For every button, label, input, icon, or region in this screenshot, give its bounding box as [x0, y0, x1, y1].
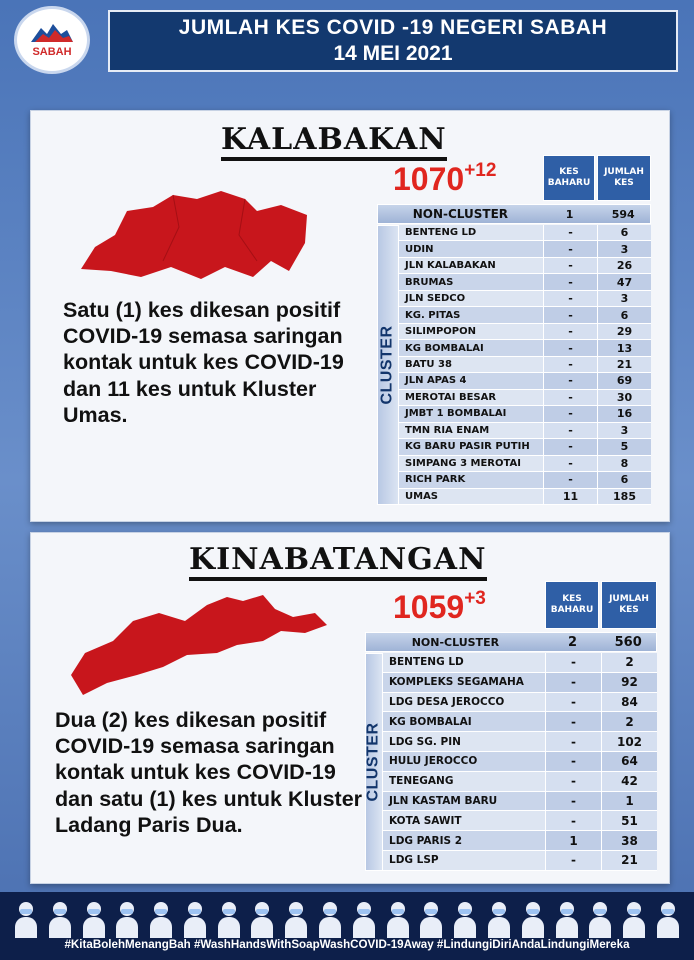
table-row: [399, 324, 651, 340]
masked-person-icon: [217, 900, 241, 938]
cluster-new: -: [545, 673, 601, 692]
cluster-name: LDG DESA JEROCCO: [383, 693, 545, 712]
district-description: Dua (2) kes dikesan positif COVID-19 semasa saringan kontak untuk kes COVID-19 dan satu (1) kes untuk Kluster Ladang Paris Dua.: [55, 708, 363, 837]
cluster-total: 102: [601, 732, 657, 751]
masked-person-icon: [183, 900, 207, 938]
column-total-cases: JUMLAH KES: [597, 155, 651, 201]
table-row: [383, 851, 657, 871]
table-row: [383, 831, 657, 851]
non-cluster-label: NON-CLUSTER: [412, 207, 509, 221]
cluster-total: 21: [597, 357, 651, 372]
page-date: 14 MEI 2021: [333, 42, 453, 65]
masked-person-icon: [115, 900, 139, 938]
cluster-name: KG BOMBALAI: [383, 712, 545, 731]
cluster-total: 64: [601, 752, 657, 771]
column-total-cases: JUMLAH KES: [601, 581, 657, 629]
cluster-name: JMBT 1 BOMBALAI: [399, 406, 543, 421]
cluster-side-label: [377, 225, 399, 505]
cluster-new: -: [545, 752, 601, 771]
table-row: [399, 373, 651, 389]
total-cases: 1070: [393, 161, 465, 197]
table-row: [399, 258, 651, 274]
table-row: [399, 489, 651, 505]
hashtags: #KitaBolehMenangBah #WashHandsWithSoapWashCOVID-19Away #LindungiDiriAndaLindungiMereka: [64, 938, 630, 951]
table-row: [383, 673, 657, 693]
district-panel-kalabakan: [30, 110, 670, 522]
cluster-total: 51: [601, 811, 657, 830]
cluster-total: 6: [597, 225, 651, 240]
masked-person-icon: [82, 900, 106, 938]
table-row: [399, 357, 651, 373]
cluster-total: 26: [597, 258, 651, 273]
cluster-new: -: [543, 472, 597, 487]
masked-person-icon: [555, 900, 579, 938]
non-cluster-label: NON-CLUSTER: [411, 635, 500, 649]
cluster-new: -: [543, 406, 597, 421]
cluster-total: 16: [597, 406, 651, 421]
cluster-total: 42: [601, 772, 657, 791]
cluster-label-text: CLUSTER: [365, 722, 382, 802]
cluster-new: 1: [545, 831, 601, 850]
cluster-name: HULU JEROCCO: [383, 752, 545, 771]
cluster-name: SILIMPOPON: [399, 324, 543, 339]
cluster-name: UDIN: [399, 241, 543, 256]
non-cluster-new: 2: [568, 634, 578, 650]
cluster-new: -: [543, 456, 597, 471]
page-header: [108, 10, 678, 72]
masked-person-icon: [622, 900, 646, 938]
cluster-name: UMAS: [399, 489, 543, 504]
masked-person-icon: [453, 900, 477, 938]
table-row: [383, 653, 657, 673]
cluster-new: -: [543, 439, 597, 454]
table-row: [383, 752, 657, 772]
total-increase: +12: [464, 160, 497, 181]
masked-person-icon: [487, 900, 511, 938]
table-row: [399, 456, 651, 472]
non-cluster-new: 1: [565, 207, 574, 221]
cluster-new: -: [543, 274, 597, 289]
cluster-total: 29: [597, 324, 651, 339]
cluster-new: -: [545, 712, 601, 731]
cluster-name: KG. PITAS: [399, 307, 543, 322]
footer-banner: [0, 892, 694, 960]
cluster-new: -: [545, 792, 601, 811]
cluster-table: [383, 653, 657, 871]
cluster-total: 6: [597, 472, 651, 487]
total-cases: 1059: [393, 589, 465, 625]
table-row: [399, 406, 651, 422]
cluster-total: 3: [597, 423, 651, 438]
cluster-new: -: [545, 851, 601, 870]
cluster-total: 3: [597, 291, 651, 306]
cluster-name: LDG PARIS 2: [383, 831, 545, 850]
cluster-name: KOMPLEKS SEGAMAHA: [383, 673, 545, 692]
people-row: [14, 896, 680, 938]
cluster-new: -: [543, 390, 597, 405]
column-new-cases: KES BAHARU: [543, 155, 595, 201]
cluster-new: -: [543, 423, 597, 438]
cluster-total: 3: [597, 241, 651, 256]
cluster-name: JLN SEDCO: [399, 291, 543, 306]
sabah-logo: [14, 6, 90, 74]
cluster-new: -: [543, 291, 597, 306]
cluster-total: 8: [597, 456, 651, 471]
cluster-total: 2: [601, 712, 657, 731]
masked-person-icon: [48, 900, 72, 938]
masked-person-icon: [521, 900, 545, 938]
cluster-total: 47: [597, 274, 651, 289]
sabah-logo-icon: [29, 22, 75, 44]
cluster-new: -: [545, 732, 601, 751]
masked-person-icon: [250, 900, 274, 938]
cluster-name: BENTENG LD: [399, 225, 543, 240]
cluster-name: KOTA SAWIT: [383, 811, 545, 830]
non-cluster-row: [365, 632, 657, 652]
table-row: [399, 472, 651, 488]
table-row: [399, 241, 651, 257]
masked-person-icon: [656, 900, 680, 938]
masked-person-icon: [318, 900, 342, 938]
cluster-new: -: [543, 373, 597, 388]
cluster-new: -: [543, 241, 597, 256]
masked-person-icon: [284, 900, 308, 938]
cluster-name: JLN KALABAKAN: [399, 258, 543, 273]
masked-person-icon: [419, 900, 443, 938]
district-name: KALABAKAN: [221, 125, 447, 161]
masked-person-icon: [588, 900, 612, 938]
district-total: [393, 588, 486, 625]
masked-person-icon: [14, 900, 38, 938]
cluster-name: KG BARU PASIR PUTIH: [399, 439, 543, 454]
cluster-total: 6: [597, 307, 651, 322]
total-increase: +3: [464, 588, 486, 609]
cluster-new: 11: [543, 489, 597, 504]
cluster-table: [399, 225, 651, 505]
masked-person-icon: [149, 900, 173, 938]
cluster-name: BRUMAS: [399, 274, 543, 289]
cluster-total: 92: [601, 673, 657, 692]
cluster-new: -: [543, 340, 597, 355]
table-row: [399, 340, 651, 356]
cluster-total: 2: [601, 653, 657, 672]
cluster-total: 1: [601, 792, 657, 811]
table-row: [383, 712, 657, 732]
cluster-new: -: [543, 225, 597, 240]
cluster-total: 21: [601, 851, 657, 870]
district-description: Satu (1) kes dikesan positif COVID-19 semasa saringan kontak untuk kes COVID-19 dan 11 kes untuk Kluster Umas.: [63, 298, 344, 427]
cluster-new: -: [543, 324, 597, 339]
cluster-total: 69: [597, 373, 651, 388]
cluster-total: 84: [601, 693, 657, 712]
cluster-name: KG BOMBALAI: [399, 340, 543, 355]
cluster-label-text: CLUSTER: [379, 325, 396, 405]
cluster-new: -: [545, 811, 601, 830]
table-row: [383, 693, 657, 713]
kinabatangan-map-icon: [67, 591, 331, 701]
cluster-name: TENEGANG: [383, 772, 545, 791]
non-cluster-row: [377, 204, 651, 224]
table-row: [399, 291, 651, 307]
cluster-new: -: [545, 772, 601, 791]
table-row: [399, 225, 651, 241]
logo-text: SABAH: [32, 46, 72, 58]
table-row: [399, 423, 651, 439]
cluster-new: -: [543, 307, 597, 322]
cluster-total: 30: [597, 390, 651, 405]
cluster-new: -: [545, 693, 601, 712]
masked-person-icon: [386, 900, 410, 938]
cluster-total: 13: [597, 340, 651, 355]
table-row: [399, 390, 651, 406]
cluster-name: MEROTAI BESAR: [399, 390, 543, 405]
column-new-cases: KES BAHARU: [545, 581, 599, 629]
cluster-name: BENTENG LD: [383, 653, 545, 672]
table-row: [383, 772, 657, 792]
non-cluster-total: 594: [611, 207, 635, 221]
cluster-name: RICH PARK: [399, 472, 543, 487]
table-row: [383, 811, 657, 831]
non-cluster-total: 560: [614, 634, 642, 650]
district-panel-kinabatangan: [30, 532, 670, 884]
cluster-name: BATU 38: [399, 357, 543, 372]
district-name: KINABATANGAN: [189, 545, 487, 581]
cluster-name: SIMPANG 3 MEROTAI: [399, 456, 543, 471]
table-row: [399, 307, 651, 323]
cluster-name: TMN RIA ENAM: [399, 423, 543, 438]
cluster-name: JLN APAS 4: [399, 373, 543, 388]
cluster-new: -: [543, 258, 597, 273]
cluster-total: 185: [597, 489, 651, 504]
cluster-side-label: [365, 653, 383, 871]
cluster-total: 38: [601, 831, 657, 850]
cluster-total: 5: [597, 439, 651, 454]
table-row: [383, 792, 657, 812]
district-total: [393, 160, 497, 197]
kalabakan-map-icon: [75, 181, 311, 285]
cluster-new: -: [543, 357, 597, 372]
table-row: [399, 274, 651, 290]
table-row: [399, 439, 651, 455]
cluster-new: -: [545, 653, 601, 672]
table-row: [383, 732, 657, 752]
page-title: JUMLAH KES COVID -19 NEGERI SABAH: [178, 16, 608, 39]
cluster-name: LDG LSP: [383, 851, 545, 870]
masked-person-icon: [352, 900, 376, 938]
cluster-name: JLN KASTAM BARU: [383, 792, 545, 811]
cluster-name: LDG SG. PIN: [383, 732, 545, 751]
